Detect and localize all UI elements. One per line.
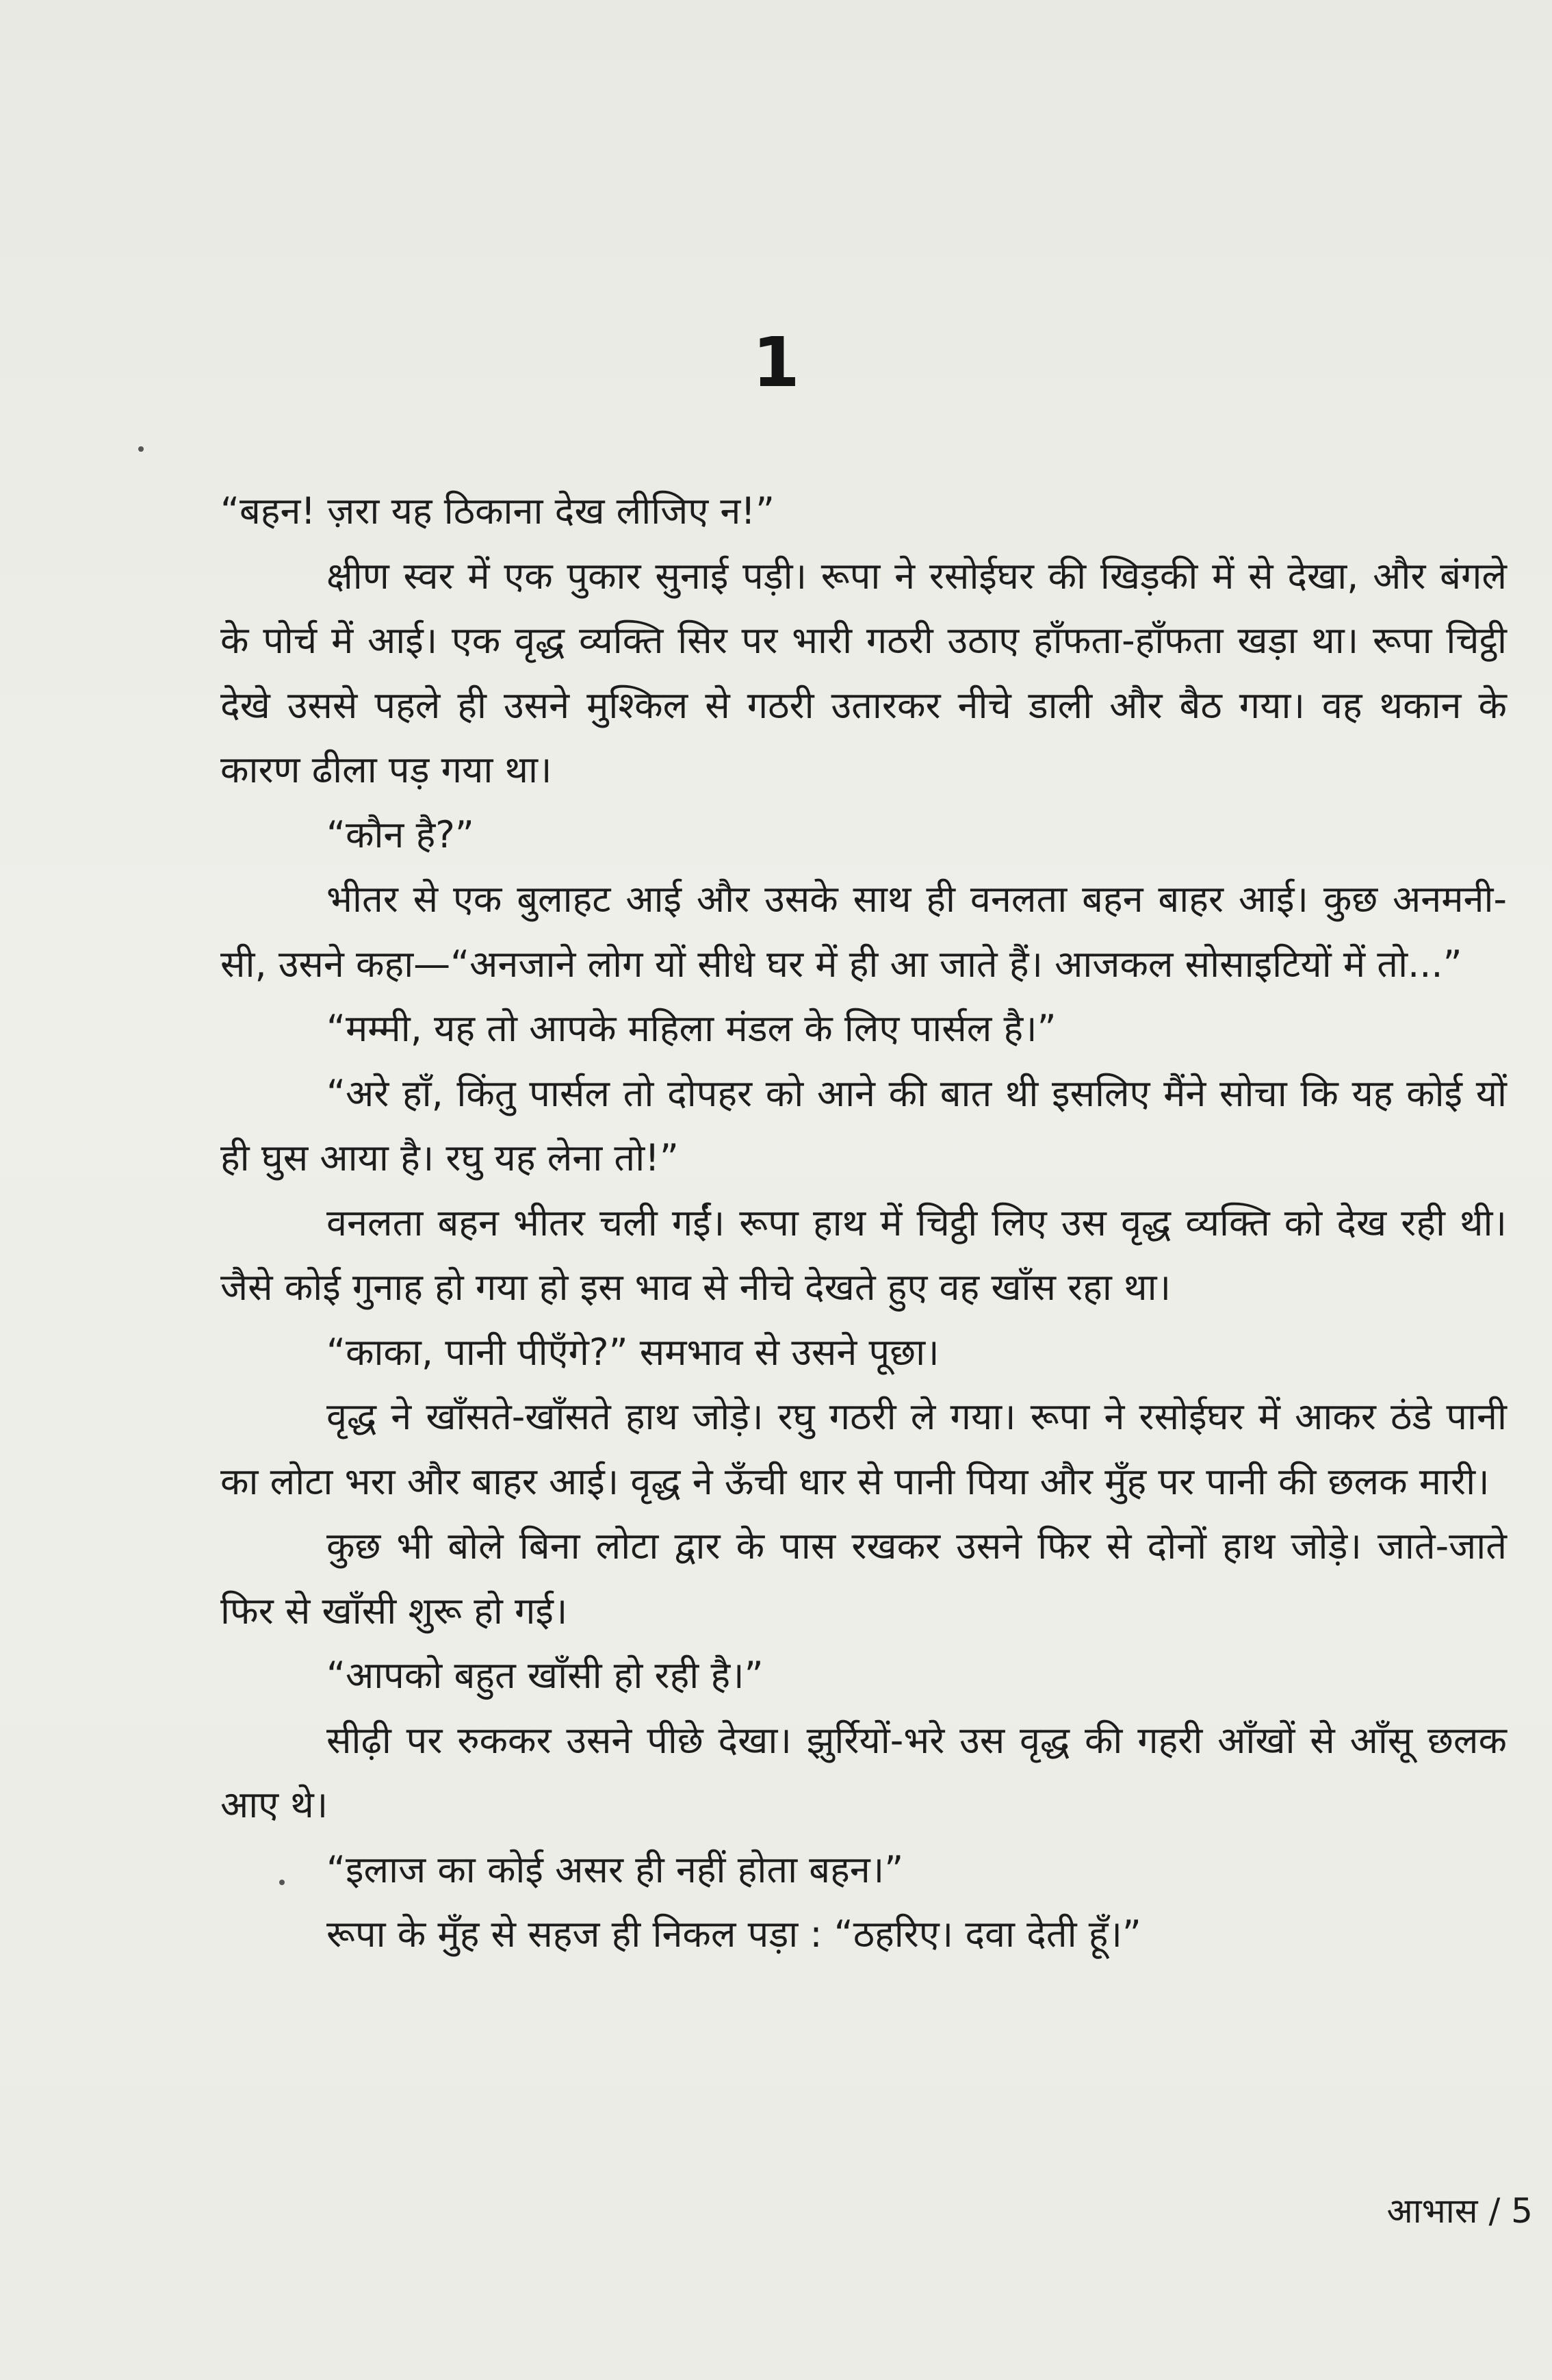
paragraph: क्षीण स्वर में एक पुकार सुनाई पड़ी। रूपा ने रसोईघर की खिड़की में से देखा, और बंगले के पोर्च में आई। एक वृद्ध व्यक्ति सिर पर भारी गठरी उठाए हाँफता-हाँफता खड़ा था। रूपा चिट्ठी देखे उससे पहले ही उसने मुश्किल से गठरी उतारकर नीचे डाली और बैठ गया। वह थकान के कारण ढीला पड़ गया था। [220, 554, 1507, 791]
paragraph: “कौन है?” [326, 812, 474, 856]
paragraph: रूपा के मुँह से सहज ही निकल पड़ा : “ठहरिए। दवा देती हूँ।” [326, 1912, 1141, 1956]
paragraph: “इलाज का कोई असर ही नहीं होता बहन।” [326, 1847, 904, 1891]
paragraph: भीतर से एक बुलाहट आई और उसके साथ ही वनलता बहन बाहर आई। कुछ अनमनी-सी, उसने कहा—“अनजाने लोग यों सीधे घर में ही आ जाते हैं। आजकल सोसाइटियों में तो...” [220, 878, 1507, 986]
paragraph: “बहन! ज़रा यह ठिकाना देख लीजिए न!” [220, 489, 775, 533]
chapter-number: 1 [752, 322, 800, 402]
paragraph: “अरे हाँ, किंतु पार्सल तो दोपहर को आने की बात थी इसलिए मैंने सोचा कि यह कोई यों ही घुस आया है। रघु यह लेना तो!” [220, 1071, 1507, 1179]
paragraph: “आपको बहुत खाँसी हो रही है।” [326, 1654, 764, 1697]
page-footer: आभास / 5 [1386, 2191, 1533, 2231]
body-text [220, 479, 1507, 1967]
paragraph: “काका, पानी पीएँगे?” समभाव से उसने पूछा। [326, 1330, 940, 1374]
paragraph: वृद्ध ने खाँसते-खाँसते हाथ जोड़े। रघु गठरी ले गया। रूपा ने रसोईघर में आकर ठंडे पानी का लोटा भरा और बाहर आई। वृद्ध ने ऊँची धार से पानी पिया और मुँह पर पानी की छलक मारी। [220, 1395, 1507, 1503]
paragraph: “मम्मी, यह तो आपके महिला मंडल के लिए पार्सल है।” [326, 1007, 1057, 1050]
ink-speck [138, 446, 144, 452]
paragraph: कुछ भी बोले बिना लोटा द्वार के पास रखकर उसने फिर से दोनों हाथ जोड़े। जाते-जाते फिर से खाँसी शुरू हो गई। [220, 1524, 1507, 1633]
paragraph: सीढ़ी पर रुककर उसने पीछे देखा। झुर्रियों-भरे उस वृद्ध की गहरी आँखों से आँसू छलक आए थे। [220, 1718, 1507, 1826]
paragraph: वनलता बहन भीतर चली गईं। रूपा हाथ में चिट्ठी लिए उस वृद्ध व्यक्ति को देख रही थी। जैसे कोई गुनाह हो गया हो इस भाव से नीचे देखते हुए वह खाँस रहा था। [220, 1201, 1507, 1309]
